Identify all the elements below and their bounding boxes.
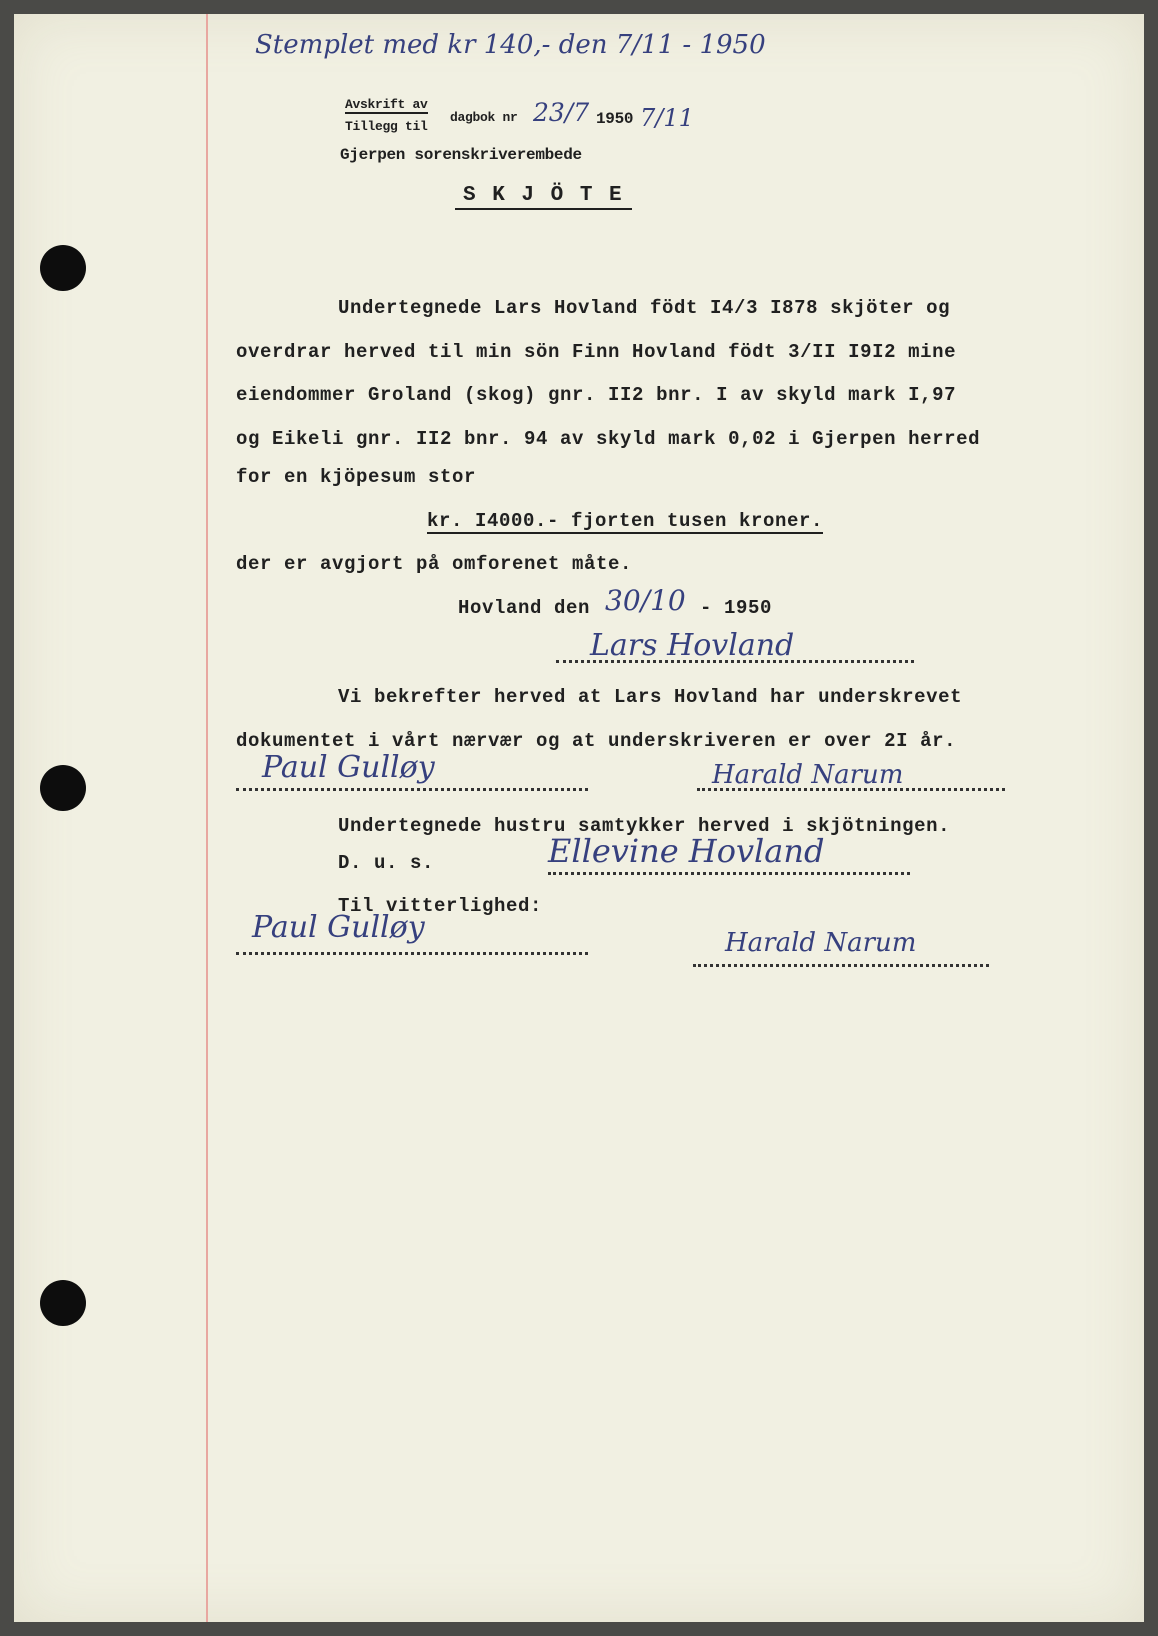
witness-statement-line: Vi bekrefter herved at Lars Hovland har underskrevet <box>338 686 963 708</box>
body-line: og Eikeli gnr. II2 bnr. 94 av skyld mark 0,02 i Gjerpen herred <box>236 428 981 450</box>
witness-statement-line: dokumentet i vårt nærvær og at underskriveren er over 2I år. <box>236 730 957 752</box>
document-title: S K J Ö T E <box>455 184 632 210</box>
signature-line <box>236 952 588 955</box>
punch-hole <box>40 1280 86 1326</box>
body-line: for en kjöpesum stor <box>236 466 477 488</box>
margin-rule <box>206 14 208 1622</box>
header-dagbok-number: 23/7 <box>533 98 590 127</box>
header-dagbok-label: dagbok nr <box>450 110 518 125</box>
settlement-line: der er avgjort på omforenet måte. <box>236 553 633 575</box>
consent-statement: Undertegnede hustru samtykker herved i skjötningen. <box>338 815 951 837</box>
body-line: eiendommer Groland (skog) gnr. II2 bnr. I av skyld mark I,97 <box>236 384 957 406</box>
place-date-handwritten: 30/10 <box>605 584 686 617</box>
punch-hole <box>40 245 86 291</box>
header-avskrift-label: Avskrift av <box>345 97 428 112</box>
signature-line <box>548 872 910 875</box>
body-line: overdrar herved til min sön Finn Hovland födt 3/II I9I2 mine <box>236 341 957 363</box>
witness1-signature: Paul Gulløy <box>262 750 435 785</box>
header-tillegg-label: Tillegg til <box>345 119 428 134</box>
purchase-amount: kr. I4000.- fjorten tusen kroner. <box>427 510 824 532</box>
punch-hole <box>40 765 86 811</box>
stamp-note: Stemplet med kr 140,- den 7/11 - 1950 <box>255 30 766 60</box>
seller-signature: Lars Hovland <box>590 628 795 663</box>
attest-witness2-signature: Harald Narum <box>725 928 917 958</box>
dus-label: D. u. s. <box>338 852 435 874</box>
attest-label: Til vitterlighed: <box>338 895 543 917</box>
wife-signature: Ellevine Hovland <box>548 832 825 870</box>
body-line: Undertegnede Lars Hovland födt I4/3 I878 skjöter og <box>338 297 951 319</box>
place-date-year: - 1950 <box>700 597 773 619</box>
signature-line <box>693 964 989 967</box>
witness2-signature: Harald Narum <box>712 760 904 790</box>
attest-witness1-signature: Paul Gulløy <box>252 910 425 945</box>
header-year: 1950 <box>596 110 634 128</box>
header-date: 7/11 <box>640 104 694 132</box>
header-office: Gjerpen sorenskriverembede <box>340 146 582 164</box>
signature-line <box>236 788 588 791</box>
place-date-prefix: Hovland den <box>458 597 591 619</box>
